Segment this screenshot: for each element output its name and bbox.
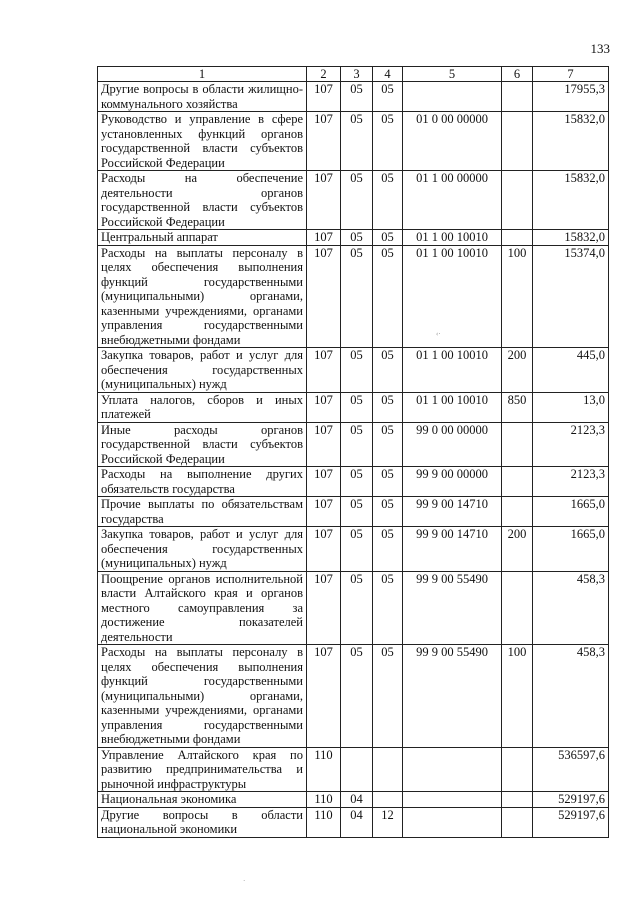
table-row — [98, 171, 609, 230]
row-section-cell: 05 — [341, 571, 373, 645]
row-target-cell: 99 9 00 14710 — [403, 527, 502, 572]
row-amount-cell: 15374,0 — [533, 245, 609, 348]
table-row — [98, 348, 609, 393]
row-amount-cell: 458,3 — [533, 645, 609, 748]
row-code-cell: 107 — [307, 171, 341, 230]
row-target-cell — [403, 82, 502, 112]
row-section-cell: 04 — [341, 792, 373, 808]
row-subsection-cell: 05 — [373, 392, 403, 422]
row-target-cell: 99 0 00 00000 — [403, 422, 502, 467]
row-subsection-cell: 05 — [373, 245, 403, 348]
row-name-cell: Другие вопросы в области национальной экономики — [98, 807, 307, 837]
header-cell-6: 6 — [502, 67, 533, 82]
row-code-cell: 107 — [307, 392, 341, 422]
row-name-cell: Центральный аппарат — [98, 230, 307, 246]
header-cell-3: 3 — [341, 67, 373, 82]
page-number: 133 — [590, 41, 610, 56]
row-amount-cell: 15832,0 — [533, 171, 609, 230]
table-row — [98, 82, 609, 112]
header-row — [98, 67, 609, 82]
table-row — [98, 527, 609, 572]
row-expense-type-cell: 100 — [502, 245, 533, 348]
header-cell-4: 4 — [373, 67, 403, 82]
table-row — [98, 747, 609, 792]
row-subsection-cell: 05 — [373, 171, 403, 230]
row-amount-cell: 536597,6 — [533, 747, 609, 792]
row-amount-cell: 445,0 — [533, 348, 609, 393]
row-expense-type-cell — [502, 171, 533, 230]
row-amount-cell: 2123,3 — [533, 422, 609, 467]
table-row — [98, 245, 609, 348]
row-expense-type-cell: 200 — [502, 527, 533, 572]
row-subsection-cell: 05 — [373, 348, 403, 393]
row-code-cell: 107 — [307, 348, 341, 393]
table-row — [98, 230, 609, 246]
table-row — [98, 422, 609, 467]
row-subsection-cell: 05 — [373, 645, 403, 748]
row-expense-type-cell — [502, 497, 533, 527]
row-expense-type-cell — [502, 792, 533, 808]
row-target-cell: 01 0 00 00000 — [403, 112, 502, 171]
row-code-cell: 107 — [307, 422, 341, 467]
row-name-cell: Другие вопросы в области жилищно-коммунального хозяйства — [98, 82, 307, 112]
row-section-cell: 05 — [341, 422, 373, 467]
row-target-cell: 01 1 00 10010 — [403, 230, 502, 246]
row-target-cell: 01 1 00 10010 — [403, 348, 502, 393]
row-expense-type-cell — [502, 467, 533, 497]
row-target-cell — [403, 792, 502, 808]
header-cell-2: 2 — [307, 67, 341, 82]
table-row — [98, 112, 609, 171]
row-target-cell — [403, 807, 502, 837]
row-name-cell: Расходы на выплаты персоналу в целях обеспечения выполнения функций государственными (муниципальными) органами, казенными учреждениями, органами управления государственными внебюджетными фондами — [98, 245, 307, 348]
row-code-cell: 107 — [307, 497, 341, 527]
row-amount-cell: 458,3 — [533, 571, 609, 645]
header-cell-5: 5 — [403, 67, 502, 82]
row-target-cell: 99 9 00 55490 — [403, 645, 502, 748]
row-amount-cell: 529197,6 — [533, 807, 609, 837]
row-name-cell: Руководство и управление в сфере установленных функций органов государственной власти субъектов Российской Федерации — [98, 112, 307, 171]
row-code-cell: 107 — [307, 527, 341, 572]
row-name-cell: Расходы на обеспечение деятельности органов государственной власти субъектов Российской Федерации — [98, 171, 307, 230]
row-expense-type-cell: 100 — [502, 645, 533, 748]
scan-mark: · — [243, 877, 246, 885]
row-target-cell: 99 9 00 00000 — [403, 467, 502, 497]
row-section-cell: 05 — [341, 467, 373, 497]
row-amount-cell: 529197,6 — [533, 792, 609, 808]
table-row — [98, 807, 609, 837]
row-subsection-cell: 05 — [373, 82, 403, 112]
row-amount-cell: 1665,0 — [533, 497, 609, 527]
row-name-cell: Закупка товаров, работ и услуг для обеспечения государственных (муниципальных) нужд — [98, 348, 307, 393]
row-subsection-cell: 05 — [373, 422, 403, 467]
row-name-cell: Национальная экономика — [98, 792, 307, 808]
row-subsection-cell: 12 — [373, 807, 403, 837]
table-row — [98, 467, 609, 497]
row-subsection-cell: 05 — [373, 571, 403, 645]
scan-mark: ‹· — [436, 330, 441, 338]
row-code-cell: 107 — [307, 82, 341, 112]
row-amount-cell: 17955,3 — [533, 82, 609, 112]
row-code-cell: 107 — [307, 467, 341, 497]
row-section-cell — [341, 747, 373, 792]
row-expense-type-cell — [502, 571, 533, 645]
row-subsection-cell — [373, 747, 403, 792]
row-expense-type-cell — [502, 807, 533, 837]
table-row — [98, 571, 609, 645]
row-target-cell: 01 1 00 00000 — [403, 171, 502, 230]
row-target-cell — [403, 747, 502, 792]
row-name-cell: Уплата налогов, сборов и иных платежей — [98, 392, 307, 422]
row-target-cell: 99 9 00 14710 — [403, 497, 502, 527]
row-expense-type-cell — [502, 747, 533, 792]
row-name-cell: Расходы на выполнение других обязательств государства — [98, 467, 307, 497]
row-expense-type-cell — [502, 112, 533, 171]
row-amount-cell: 15832,0 — [533, 230, 609, 246]
row-amount-cell: 13,0 — [533, 392, 609, 422]
budget-table — [97, 66, 609, 838]
row-subsection-cell: 05 — [373, 112, 403, 171]
table-row — [98, 497, 609, 527]
row-section-cell: 05 — [341, 171, 373, 230]
row-subsection-cell: 05 — [373, 467, 403, 497]
row-target-cell: 01 1 00 10010 — [403, 392, 502, 422]
table-row — [98, 392, 609, 422]
row-section-cell: 05 — [341, 392, 373, 422]
row-amount-cell: 15832,0 — [533, 112, 609, 171]
row-name-cell: Иные расходы органов государственной власти субъектов Российской Федерации — [98, 422, 307, 467]
row-section-cell: 05 — [341, 245, 373, 348]
row-code-cell: 107 — [307, 230, 341, 246]
table-row — [98, 792, 609, 808]
row-subsection-cell — [373, 792, 403, 808]
row-code-cell: 107 — [307, 645, 341, 748]
row-expense-type-cell: 850 — [502, 392, 533, 422]
row-code-cell: 107 — [307, 112, 341, 171]
row-name-cell: Закупка товаров, работ и услуг для обеспечения государственных (муниципальных) нужд — [98, 527, 307, 572]
row-section-cell: 05 — [341, 112, 373, 171]
row-amount-cell: 2123,3 — [533, 467, 609, 497]
row-section-cell: 04 — [341, 807, 373, 837]
row-subsection-cell: 05 — [373, 527, 403, 572]
row-expense-type-cell: 200 — [502, 348, 533, 393]
row-code-cell: 110 — [307, 792, 341, 808]
row-section-cell: 05 — [341, 230, 373, 246]
row-expense-type-cell — [502, 82, 533, 112]
row-code-cell: 110 — [307, 747, 341, 792]
row-section-cell: 05 — [341, 497, 373, 527]
row-section-cell: 05 — [341, 645, 373, 748]
row-expense-type-cell — [502, 230, 533, 246]
row-target-cell: 99 9 00 55490 — [403, 571, 502, 645]
row-section-cell: 05 — [341, 82, 373, 112]
row-code-cell: 110 — [307, 807, 341, 837]
row-section-cell: 05 — [341, 527, 373, 572]
row-subsection-cell: 05 — [373, 497, 403, 527]
header-cell-1: 1 — [98, 67, 307, 82]
row-name-cell: Поощрение органов исполнительной власти Алтайского края и органов местного самоуправления за достижение показателей деятельности — [98, 571, 307, 645]
row-expense-type-cell — [502, 422, 533, 467]
table-row — [98, 645, 609, 748]
row-amount-cell: 1665,0 — [533, 527, 609, 572]
row-code-cell: 107 — [307, 571, 341, 645]
row-name-cell: Управление Алтайского края по развитию предпринимательства и рыночной инфраструктуры — [98, 747, 307, 792]
row-name-cell: Расходы на выплаты персоналу в целях обеспечения выполнения функций государственными (муниципальными) органами, казенными учреждениями, органами управления государственными внебюджетными фондами — [98, 645, 307, 748]
row-target-cell: 01 1 00 10010 — [403, 245, 502, 348]
header-cell-7: 7 — [533, 67, 609, 82]
row-subsection-cell: 05 — [373, 230, 403, 246]
row-section-cell: 05 — [341, 348, 373, 393]
row-code-cell: 107 — [307, 245, 341, 348]
row-name-cell: Прочие выплаты по обязательствам государства — [98, 497, 307, 527]
